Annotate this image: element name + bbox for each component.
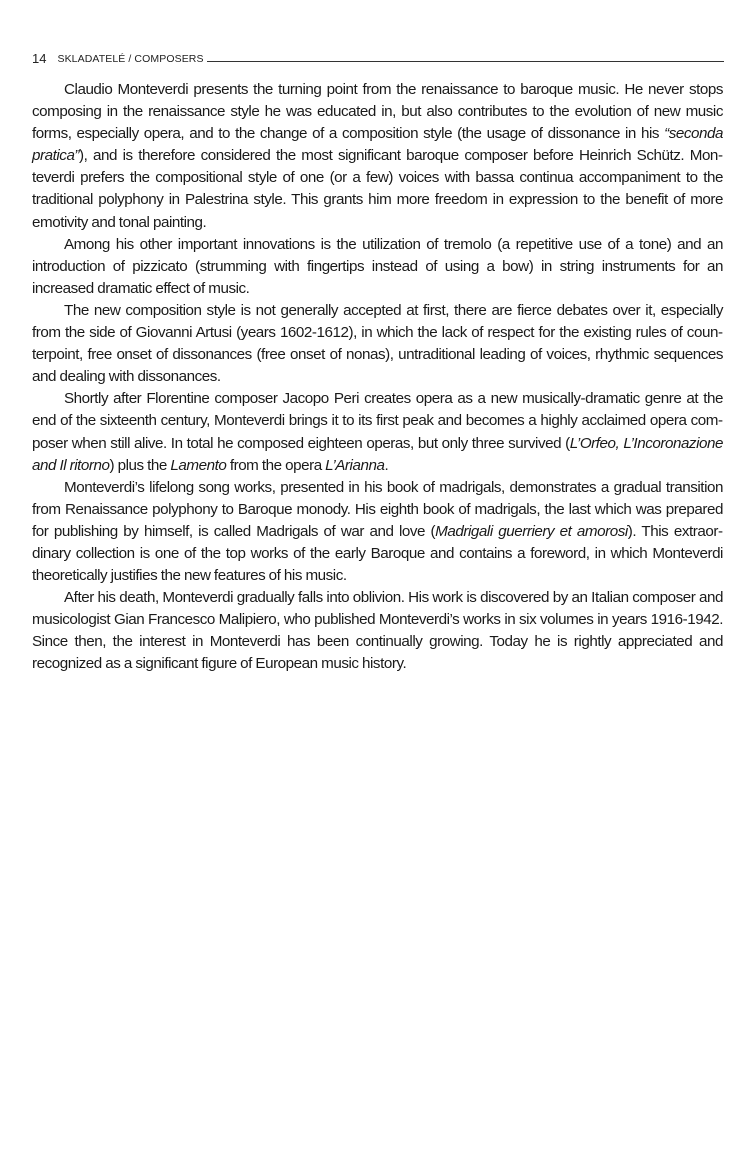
paragraph <box>32 388 723 476</box>
text-run: Among his other important innovations is the utilization of tremolo (a repetitive use of a tone) and an introduction of pizzicato (strumming with fingertips instead of using a bow) in string instruments for an increased dramatic effect of music. <box>32 235 723 297</box>
text-run: Shortly after Florentine composer Jacopo Peri creates opera as a new musically-dramatic genre at the end of the sixteenth century, Monteverdi brings it to its first peak and becomes a highly acclaimed opera composer when still alive. In total he composed eighteen operas, but only three survived ( <box>32 390 723 452</box>
text-run: The new composition style is not generally accepted at first, there are fierce debates over it, especially from the side of Giovanni Artusi (years 1602-1612), in which the lack of respect for the existing rules of counterpoint, free onset of dissonances (free onset of nonas), untraditional leading of voices, rhythmic sequences and dealing with dissonances. <box>32 301 723 386</box>
page-number: 14 <box>32 51 47 66</box>
paragraph <box>32 587 723 675</box>
italic-text-run: Madrigali guerriery et amorosi <box>435 522 628 540</box>
italic-text-run: L’Arianna <box>325 456 385 474</box>
text-run: ) plus the <box>109 456 171 474</box>
text-run: from the opera <box>226 456 326 474</box>
text-run: Monteverdi’s lifelong song works, presented in his book of madrigals, demonstrates a gradual transition from Renaissance polyphony to Baroque monody. His eighth book of madrigals, the last which was prepared for publishing by himself, is called Madrigals of war and love ( <box>32 478 723 540</box>
paragraph <box>32 300 723 388</box>
italic-text-run: “seconda pratica” <box>32 125 723 165</box>
text-run: . <box>384 456 389 474</box>
text-run: Claudio Monteverdi presents the turning point from the renaissance to baroque music. He never stops composing in the renaissance style he was educated in, but also contributes to the evolution of new music forms, especially opera, and to the change of a composition style (the usage of dissonance in his <box>32 81 723 143</box>
italic-text-run: Lamento <box>170 456 227 474</box>
header-rule <box>207 61 724 62</box>
paragraph <box>32 79 723 234</box>
text-run: After his death, Monteverdi gradually falls into oblivion. His work is discovered by an Italian composer and musicologist Gian Francesco Malipiero, who published Monteverdi’s works in six volumes in years 1916-1942. Since then, the interest in Monteverdi has been continually growing. Today he is rightly appreciated and recognized as a significant figure of European music history. <box>32 589 723 673</box>
paragraph <box>32 477 723 587</box>
section-title: SKLADATELÉ / COMPOSERS <box>57 53 204 65</box>
running-header <box>32 46 724 66</box>
text-run: ). This extraordinary collection is one of the top works of the early Baroque and contains a foreword, in which Monteverdi theoretically justifies the new features of his music. <box>32 522 723 585</box>
article-body <box>32 79 723 676</box>
italic-text-run: L’Orfeo, L’Incoronazione and Il ritorno <box>32 434 723 474</box>
text-run: ), and is therefore considered the most significant baroque composer before Heinrich Schütz. Monteverdi prefers the compositional style of one (or a few) voices with bassa continua accompaniment to the traditional polyphony in Palestrina style. This grants him more freedom in expression to the benefit of more emotivity and tonal painting. <box>32 147 723 231</box>
paragraph <box>32 234 723 300</box>
